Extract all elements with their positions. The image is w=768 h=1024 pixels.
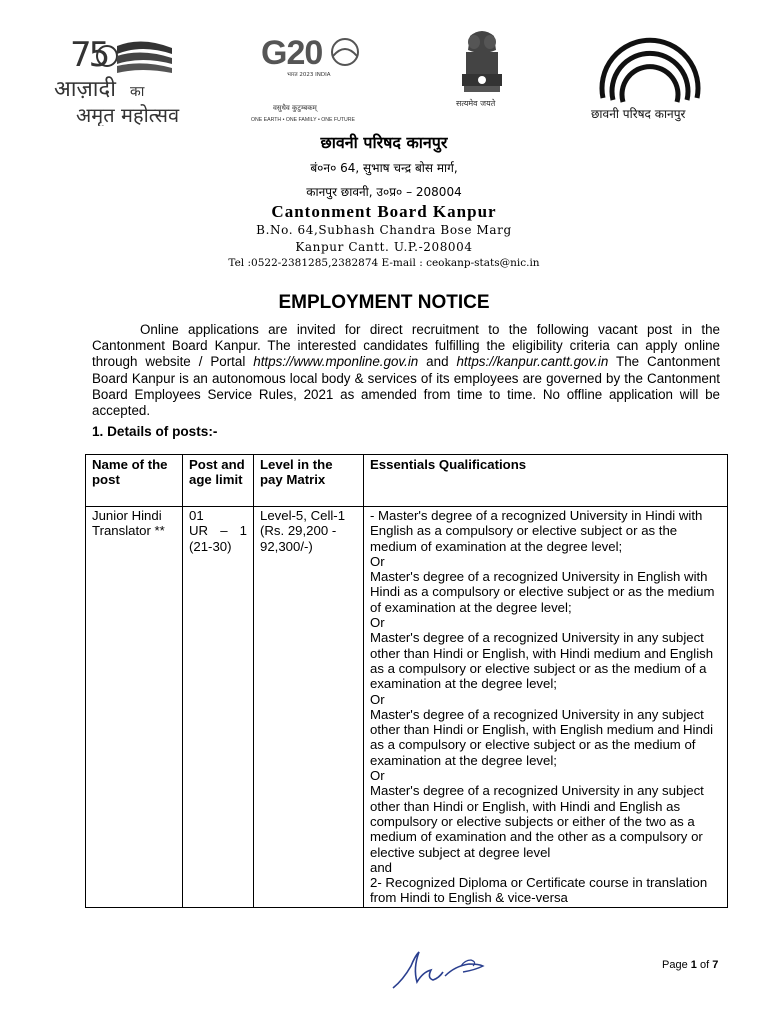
post-category: UR – 1	[189, 523, 247, 539]
qualification-1: - Master's degree of a recognized University in Hindi with English as a compulsory or elective subject or as the medium of examination at the degree level;	[370, 508, 703, 554]
signature-icon	[385, 948, 495, 994]
post-count: 01	[189, 508, 204, 523]
age-limit: (21-30)	[189, 538, 232, 554]
azadi-ka: का	[130, 84, 145, 100]
qualification-6: 2- Recognized Diploma or Certificate course in translation from Hindi to English & vice-versa	[370, 875, 708, 906]
azadi-ka-amrit-mahotsav-logo	[52, 36, 212, 126]
g20-logo	[245, 30, 370, 125]
qualification-4: Master's degree of a recognized University in any subject other than Hindi or English, with English medium and Hindi as a compulsory or elective subject or as the medium of examination at the degree level;	[370, 706, 714, 768]
g20-hindi: वसुधैव कुटुम्बकम्	[273, 104, 317, 112]
g20-tagline: ONE EARTH • ONE FAMILY • ONE FUTURE	[251, 117, 355, 123]
header-pay-level: Level in the pay Matrix	[254, 455, 364, 507]
cb-caption: छावनी परिषद कानपुर	[591, 107, 686, 121]
hindi-address-line2: कानपुर छावनी, उ०प्र० – 208004	[306, 185, 462, 199]
or-separator: Or	[370, 615, 385, 631]
or-separator: Or	[370, 768, 385, 784]
table-row	[86, 507, 728, 908]
azadi-number: 75	[70, 36, 108, 75]
english-address-line2: Kanpur Cantt. U.P.-208004	[295, 240, 473, 254]
emblem-motto: सत्यमेव जयते	[456, 99, 496, 108]
azadi-line1: आज़ादी	[54, 77, 116, 102]
qualification-3: Master's degree of a recognized University in any subject other than Hindi or English, with Hindi medium and English as a compulsory or elective subject or as the medium of a examination at the degree level;	[370, 630, 714, 692]
table-header-row	[86, 455, 728, 507]
post-name-cell: Junior Hindi Translator **	[86, 507, 183, 908]
qualification-5: Master's degree of a recognized University in any subject other than Hindi or English, with Hindi and English as compulsory or elective subjects or either of the two as a medium of examination and the other as a compulsory or elective subject at degree level	[370, 783, 704, 860]
header-post-age: Post and age limit	[183, 455, 254, 507]
g20-text: G20	[261, 34, 323, 72]
pay-level-cell: Level-5, Cell-1 (Rs. 29,200 - 92,300/-)	[254, 507, 364, 908]
section-heading: 1. Details of posts:-	[92, 424, 218, 439]
mponline-link: https://www.mponline.gov.in	[253, 354, 419, 370]
cantonment-board-logo	[585, 28, 715, 123]
header-name-of-post: Name of the post	[86, 455, 183, 507]
english-address-line1: B.No. 64,Subhash Chandra Bose Marg	[256, 223, 512, 237]
english-title: Cantonment Board Kanpur	[271, 202, 497, 221]
header-qualifications: Essentials Qualifications	[364, 455, 728, 507]
or-separator: Or	[370, 691, 385, 707]
g20-small: भारत 2023 INDIA	[287, 72, 331, 78]
azadi-line2: अमृत महोत्सव	[76, 103, 180, 126]
notice-title: EMPLOYMENT NOTICE	[278, 292, 490, 313]
contact-line: Tel :0522-2381285,2382874 E-mail : ceokanp-stats@nic.in	[228, 257, 540, 269]
post-age-cell	[183, 507, 254, 908]
hindi-title: छावनी परिषद कानपुर	[320, 133, 448, 152]
national-emblem-icon	[452, 28, 512, 110]
posts-table	[85, 454, 728, 908]
kanpur-cantt-link: https://kanpur.cantt.gov.in	[456, 354, 609, 370]
qualifications-cell	[364, 507, 728, 908]
or-separator: Or	[370, 553, 385, 569]
qualification-2: Master's degree of a recognized University in English with Hindi as a compulsory or elective subject or as the medium of examination at the degree level;	[370, 569, 715, 615]
intro-paragraph: Online applications are invited for direct recruitment to the following vacant post in the Cantonment Board Kanpur. The interested candidates fulfilling the eligibility criteria can apply online through website / Portal https://www.mponline.gov.in and https://kanpur.cantt.gov.in The Cantonment Board Kanpur is an autonomous local body & services of its employees are governed by the Cantonment Board Employees Service Rules, 2021 as amended from time to time. No offline application will be accepted.	[92, 322, 720, 419]
and-separator: and	[370, 859, 393, 875]
logo-row	[0, 28, 768, 128]
page-number: Page 1 of 7	[662, 959, 719, 971]
hindi-address-line1: बं०न० 64, सुभाष चन्द्र बोस मार्ग,	[310, 161, 458, 175]
